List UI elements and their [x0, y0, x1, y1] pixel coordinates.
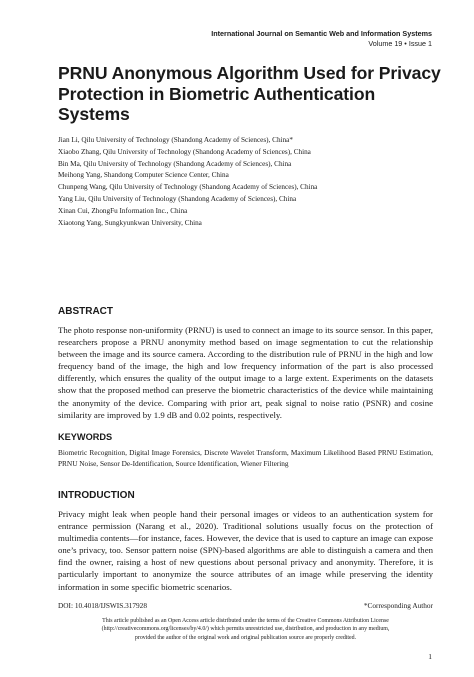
author-entry: Jian Li, Qilu University of Technology (Shandong Academy of Sciences), China*	[58, 136, 293, 144]
author-entry: Xinan Cui, ZhongFu Information Inc., China	[58, 206, 188, 215]
license-notice	[58, 617, 433, 642]
article-title: PRNU Anonymous Algorithm Used for Privacy Protection in Biometric Authentication Systems	[58, 63, 441, 124]
corresponding-author-note: *Corresponding Author	[363, 601, 433, 610]
abstract-heading: ABSTRACT	[58, 306, 113, 317]
author-list	[58, 135, 438, 229]
page-number: 1	[428, 652, 432, 661]
author-entry: Xiaotong Yang, Sungkyunkwan University, China	[58, 218, 202, 227]
author-entry: Chunpeng Wang, Qilu University of Technology (Shandong Academy of Sciences), China	[58, 183, 318, 192]
journal-name: International Journal on Semantic Web and Information Systems	[211, 29, 432, 38]
keywords-heading: KEYWORDS	[58, 432, 113, 442]
abstract-text: The photo response non-uniformity (PRNU) is used to connect an image to its source sensor. In this paper, researchers propose a PRNU anonymity method based on image segmentation to cut the relationship between the image and its source camera. According to the distribution rule of PRNU in the high and low frequency band of the image, the high and low frequency information of the part is also processed differently, which ensures the quality of the output image to a large extent. Experiments on the datasets show that the proposed method can preserve the biometric characteristics of the device while maintaining the anonymity of the device. Comparing with prior art, peak signal to noise ratio (PSNR) and cosine similarity are improved by 1.9 dB and 0.02 points, respectively.	[58, 325, 433, 420]
doi-text: DOI: 10.4018/IJSWIS.317928	[58, 601, 147, 610]
introduction-heading: INTRODUCTION	[58, 490, 135, 501]
license-line: (http://creativecommons.org/licenses/by/4.0/) which permits unrestricted use, distribution, and production in any medium,	[101, 626, 390, 633]
keywords-text: Biometric Recognition, Digital Image Forensics, Discrete Wavelet Transform, Maximum Likelihood Based PRNU Estimation, PRNU Noise, Sensor De-Identification, Source Identification, Wiener Filtering	[58, 448, 433, 468]
journal-header	[211, 29, 432, 49]
author-entry: Bin Ma, Qilu University of Technology (Shandong Academy of Sciences), China	[58, 159, 292, 168]
author-entry: Yang Liu, Qilu University of Technology (Shandong Academy of Sciences), China	[58, 194, 297, 203]
license-line: provided the author of the original work and original publication source are properly credited.	[134, 634, 357, 641]
footer-row	[58, 601, 433, 610]
introduction-text: Privacy might leak when people hand their personal images or videos to an authentication system for entrance permission (Narang et al., 2020). Traditional solutions usually focus on the protection of multimedia contents—for instance, faces. However, the device that is used to capture an image can expose one’s privacy, too. Sensor pattern noise (SPN)-based algorithms are able to distinguish a camera and then find the owner, raising a host of new questions about personal privacy and anonymity. Therefore, it is particularly important to anonymize the source attributes of an image while preserving the identity information in some specific biometric scenarios.	[58, 509, 433, 592]
volume-issue: Volume 19 • Issue 1	[368, 39, 432, 48]
author-entry: Xiaobo Zhang, Qilu University of Technology (Shandong Academy of Sciences), China	[58, 147, 311, 156]
license-line: This article published as an Open Access article distributed under the terms of the Creative Commons Attribution License	[102, 618, 389, 624]
author-entry: Meihong Yang, Shandong Computer Science Center, China	[58, 171, 229, 180]
